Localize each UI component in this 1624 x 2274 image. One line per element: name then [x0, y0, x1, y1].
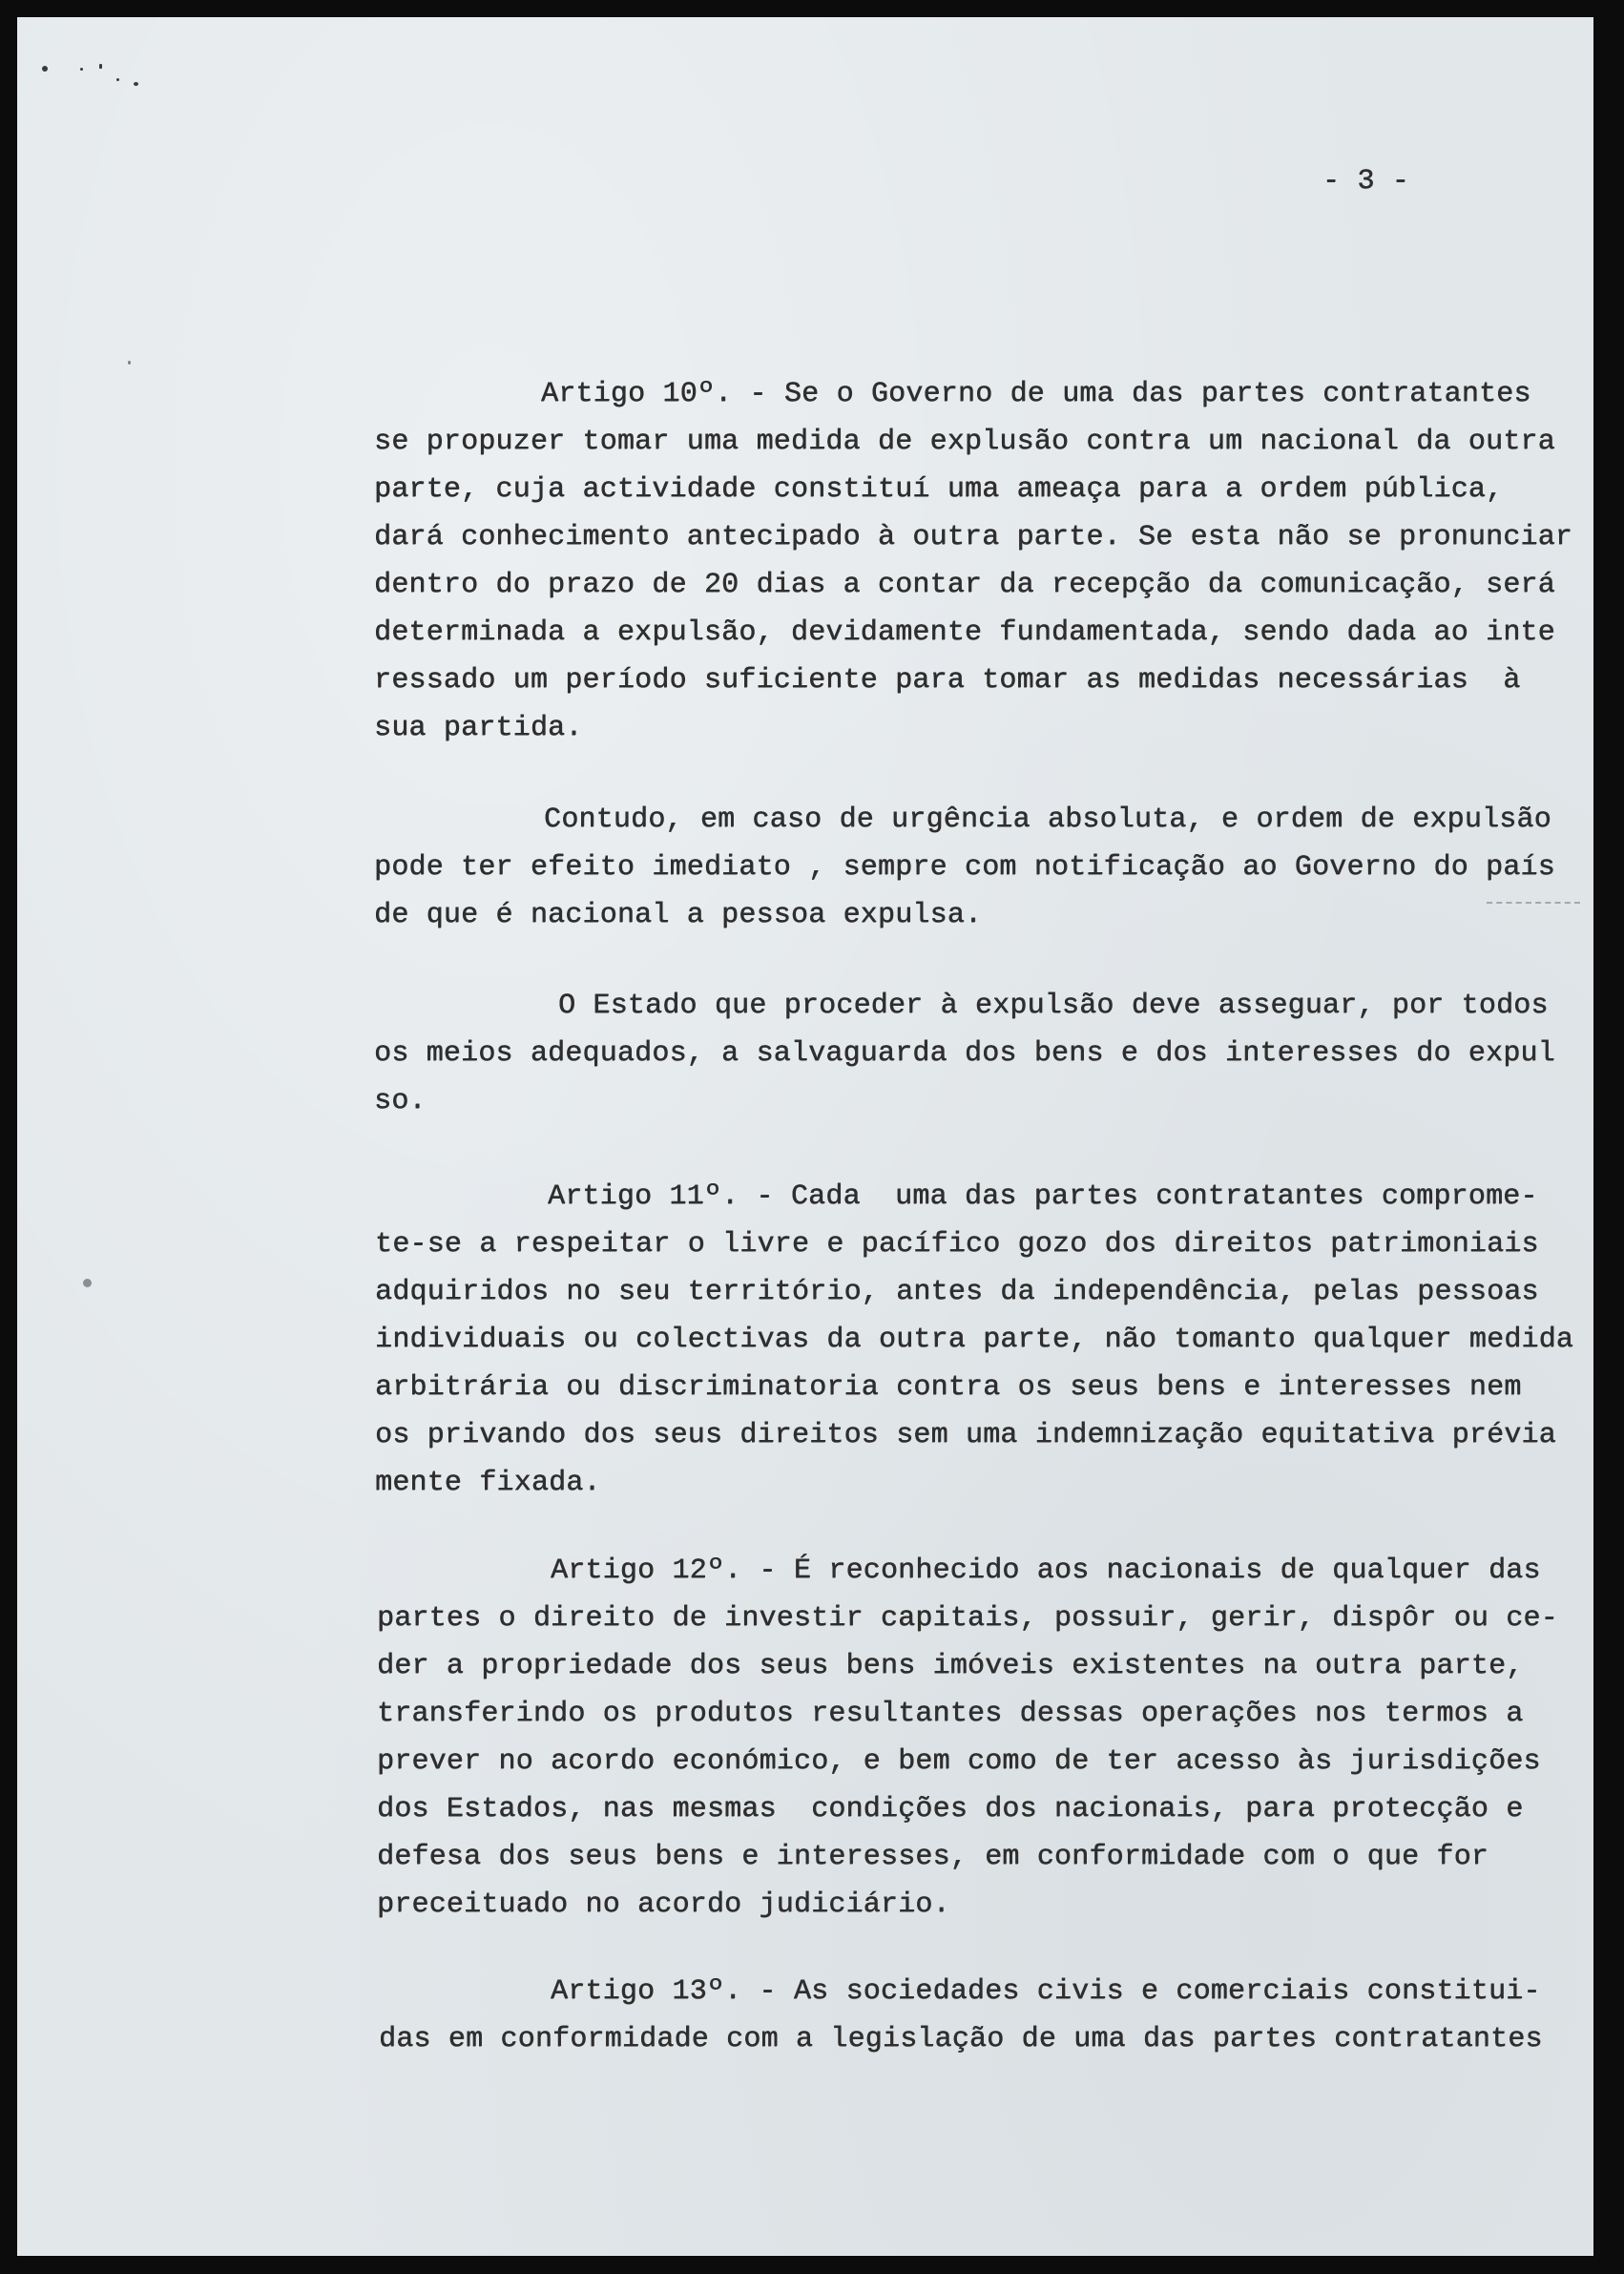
text-line: os privando dos seus direitos sem uma indemnização equitativa prévia	[375, 1419, 1556, 1451]
text-line: das em conformidade com a legislação de uma das partes contratantes	[379, 2023, 1543, 2055]
text-line: individuais ou colectivas da outra parte, não tomanto qualquer medida	[375, 1324, 1574, 1356]
text-line: so.	[374, 1085, 427, 1117]
text-line: Artigo 12º. - É reconhecido aos nacionais de qualquer das	[551, 1554, 1541, 1587]
document-page	[17, 17, 1593, 2256]
scan-speck	[128, 361, 131, 365]
text-line: mente fixada.	[375, 1467, 601, 1499]
paragraph-article-12	[377, 1547, 1558, 1929]
text-line: adquiridos no seu território, antes da independência, pelas pessoas	[375, 1276, 1539, 1308]
text-line: ressado um período suficiente para tomar as medidas necessárias à	[374, 664, 1521, 697]
text-line: determinada a expulsão, devidamente fundamentada, sendo dada ao inte	[374, 616, 1555, 649]
text-line: de que é nacional a pessoa expulsa.	[374, 899, 983, 931]
text-line: Artigo 10º. - Se o Governo de uma das partes contratantes	[541, 378, 1531, 410]
page-number: - 3 -	[1322, 165, 1410, 198]
scan-speck	[99, 64, 102, 69]
paragraph-urgency	[374, 796, 1555, 939]
text-line: se propuzer tomar uma medida de explusão contra um nacional da outra	[374, 426, 1555, 458]
text-line: defesa dos seus bens e interesses, em conformidade com o que for	[377, 1841, 1489, 1873]
paragraph-article-10	[374, 370, 1572, 752]
text-line: te-se a respeitar o livre e pacífico gozo dos direitos patrimoniais	[375, 1228, 1539, 1261]
scan-speck	[83, 1279, 92, 1287]
text-line: arbitrária ou discriminatoria contra os seus bens e interesses nem	[375, 1371, 1522, 1404]
text-line: pode ter efeito imediato , sempre com notificação ao Governo do país	[374, 851, 1555, 884]
text-line: prever no acordo económico, e bem como de ter acesso às jurisdições	[377, 1745, 1541, 1778]
text-line: dentro do prazo de 20 dias a contar da recepção da comunicação, será	[374, 569, 1555, 601]
paragraph-article-11	[375, 1173, 1573, 1507]
paragraph-safeguard	[374, 982, 1555, 1125]
text-line: parte, cuja actividade constituí uma ameaça para a ordem pública,	[374, 473, 1504, 506]
scan-speck	[134, 82, 138, 86]
text-line: Contudo, em caso de urgência absoluta, e ordem de expulsão	[544, 803, 1551, 836]
scan-speck	[42, 66, 48, 72]
text-line: transferindo os produtos resultantes dessas operações nos termos a	[377, 1698, 1524, 1730]
text-line: O Estado que proceder à expulsão deve asseguar, por todos	[558, 990, 1549, 1022]
text-line: os meios adequados, a salvaguarda dos bens e dos interesses do expul	[374, 1037, 1555, 1070]
text-line: Artigo 13º. - As sociedades civis e comerciais constitui-	[551, 1975, 1541, 2008]
text-line: dará conhecimento antecipado à outra parte. Se esta não se pronunciar	[374, 521, 1573, 553]
text-line: dos Estados, nas mesmas condições dos nacionais, para protecção e	[377, 1793, 1524, 1825]
text-line: Artigo 11º. - Cada uma das partes contratantes comprome-	[548, 1180, 1538, 1213]
scan-speck	[116, 78, 119, 81]
paragraph-article-13	[379, 1968, 1543, 2063]
scan-speck	[80, 68, 83, 71]
text-line: sua partida.	[374, 712, 583, 744]
text-line: preceituado no acordo judiciário.	[377, 1888, 950, 1921]
text-line: partes o direito de investir capitais, possuir, gerir, dispôr ou ce-	[377, 1602, 1558, 1635]
text-line: der a propriedade dos seus bens imóveis existentes na outra parte,	[377, 1650, 1524, 1682]
